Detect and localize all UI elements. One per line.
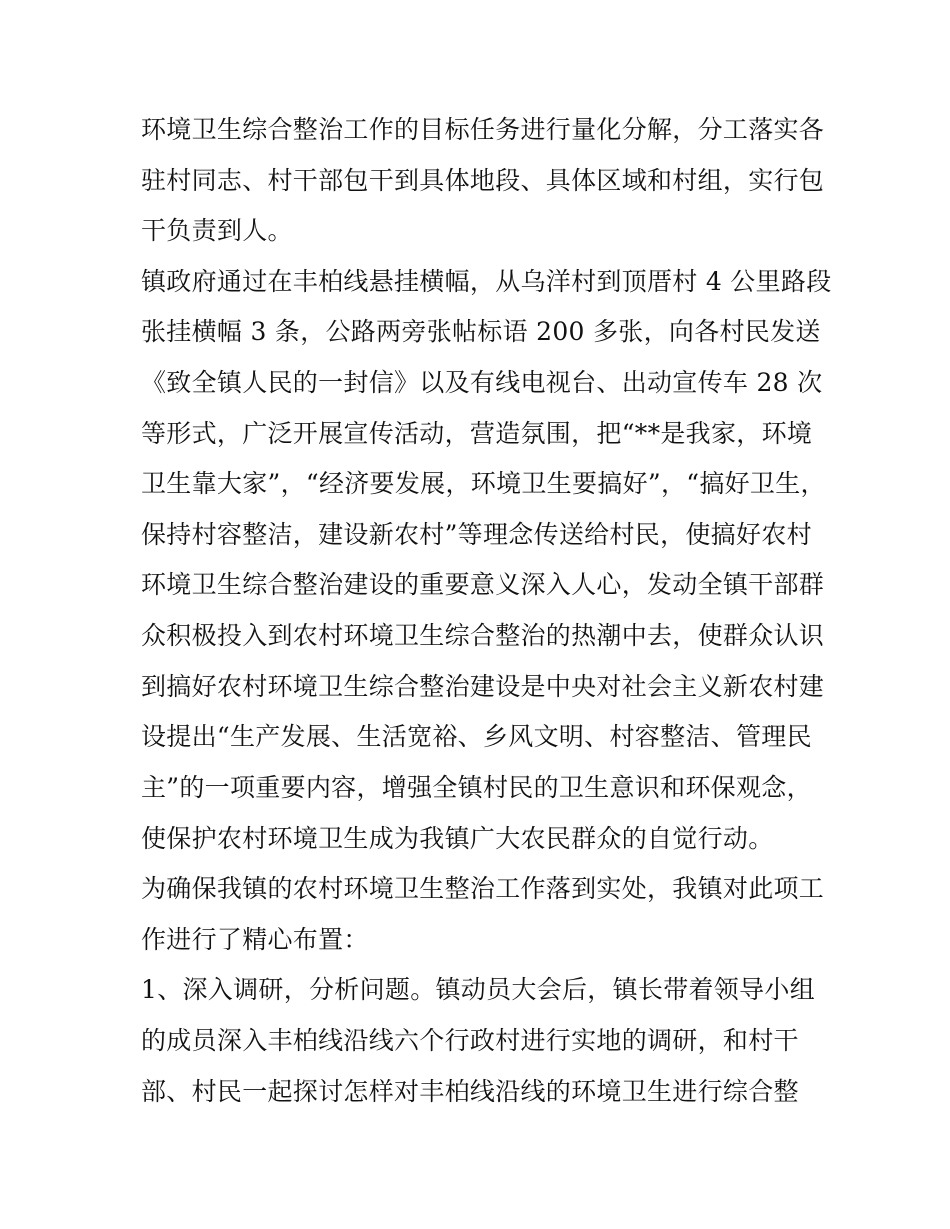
text-line-14: 主”的一项重要内容，增强全镇村民的卫生意识和环保观念， [141, 773, 812, 802]
text-line-9: 保持村容整洁，建设新农村”等理念传送给村民，使搞好农村 [141, 520, 812, 549]
text-line-8: 卫生靠大家”，“经济要发展，环境卫生要搞好”，“搞好卫生， [141, 469, 826, 498]
text-line-17: 作进行了精心布置： [141, 925, 369, 954]
text-line-4: 镇政府通过在丰柏线悬挂横幅，从乌洋村到顶厝村 4 公里路段 [141, 267, 832, 296]
text-line-16: 为确保我镇的农村环境卫生整治工作落到实处，我镇对此项工 [141, 874, 825, 903]
text-line-20: 部、村民一起探讨怎样对丰柏线沿线的环境卫生进行综合整 [141, 1077, 799, 1106]
text-line-11: 众积极投入到农村环境卫生综合整治的热潮中去，使群众认识 [141, 621, 825, 650]
text-line-19: 的成员深入丰柏线沿线六个行政村进行实地的调研，和村干 [141, 1026, 799, 1055]
text-line-10: 环境卫生综合整治建设的重要意义深入人心，发动全镇干部群 [141, 570, 825, 599]
text-line-18: 1、深入调研，分析问题。镇动员大会后，镇长带着领导小组 [141, 975, 816, 1004]
text-line-12: 到搞好农村环境卫生综合整治建设是中央对社会主义新农村建 [141, 672, 825, 701]
text-line-5: 张挂横幅 3 条，公路两旁张帖标语 200 多张，向各村民发送 [141, 317, 821, 346]
text-line-1: 环境卫生综合整治工作的目标任务进行量化分解，分工落实各 [141, 115, 825, 144]
text-line-7: 等形式，广泛开展宣传活动，营造氛围，把“**是我家，环境 [141, 419, 813, 448]
text-line-3: 干负责到人。 [141, 216, 293, 245]
text-line-6: 《致全镇人民的一封信》以及有线电视台、出动宣传车 28 次 [141, 368, 823, 397]
text-line-13: 设提出“生产发展、生活宽裕、乡风文明、村容整洁、管理民 [141, 722, 812, 751]
text-line-2: 驻村同志、村干部包干到具体地段、具体区域和村组，实行包 [141, 166, 825, 195]
text-line-15: 使保护农村环境卫生成为我镇广大农民群众的自觉行动。 [141, 824, 774, 853]
